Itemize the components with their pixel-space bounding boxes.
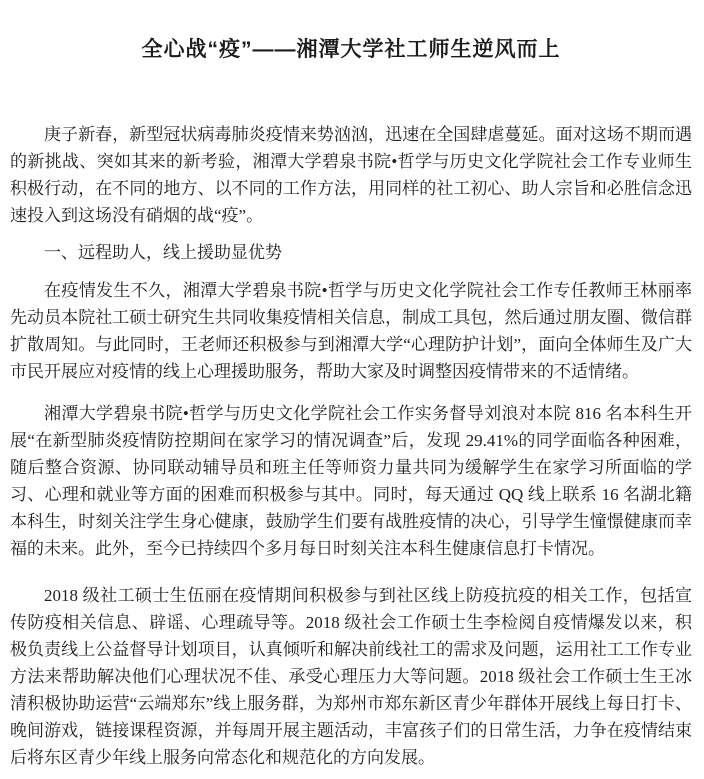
paragraph-teacher-wanglinli: 在疫情发生不久，湘潭大学碧泉书院•哲学与历史文化学院社会工作专任教师王林丽率先动员本院社工硕士研究生共同收集疫情相关信息，制成工具包，然后通过朋友圈、微信群扩散周知。与此同时，王老师还积极参与到湘潭大学“心理防护计划”，面向全体师生及广大市民开展应对疫情的线上心理援助服务，帮助大家及时调整因疫情带来的不适情绪。: [10, 281, 692, 381]
paragraph-graduate-students: 2018 级社工硕士生伍丽在疫情期间积极参与到社区线上防疫抗疫的相关工作，包括宣传防疫相关信息、辟谣、心理疏导等。2018 级社会工作硕士生李检阅自疫情爆发以来，积极负责线上公益督导计划项目，认真倾听和解决前线社工的需求及问题，运用社工工作专业方法来帮助解决他们心理状况不佳、承受心理压力大等问题。2018 级社会工作硕士生王冰清积极协助运营“云端郑东”线上服务群，为郑州市郑东新区青少年群体开展线上每日打卡、晚间游戏，链接课程资源，并每周开展主题活动，丰富孩子们的日常生活，力争在疫情结束后将东区青少年线上服务向常态化和规范化的方向发展。: [10, 586, 692, 767]
section-heading-1: 一、远程助人，线上援助显优势: [44, 243, 282, 262]
document-title: 全心战“疫”——湘潭大学社工师生逆风而上: [141, 38, 561, 61]
paragraph-intro: 庚子新春，新型冠状病毒肺炎疫情来势汹汹，迅速在全国肆虐蔓延。面对这场不期而遇的新挑战、突如其来的新考验，湘潭大学碧泉书院•哲学与历史文化学院社会工作专业师生积极行动，在不同的地方、以不同的工作方法，用同样的社工初心、助人宗旨和必胜信念迅速投入到这场没有硝烟的战“疫”。: [10, 125, 692, 225]
paragraph-supervisor-liulang: 湘潭大学碧泉书院•哲学与历史文化学院社会工作实务督导刘浪对本院 816 名本科生开展“在新型肺炎疫情防控期间在家学习的情况调查”后，发现 29.41%的同学面临各种困难，随后整合资源、协同联动辅导员和班主任等师资力量共同为缓解学生在家学习所面临的学习、心理和就业等方面的困难而积极参与其中。同时，每天通过 QQ 线上联系 16 名湖北籍本科生，时刻关注学生身心健康，鼓励学生们要有战胜疫情的决心，引导学生憧憬健康而幸福的未来。此外，至今已持续四个多月每日时刻关注本科生健康信息打卡情况。: [10, 404, 692, 558]
